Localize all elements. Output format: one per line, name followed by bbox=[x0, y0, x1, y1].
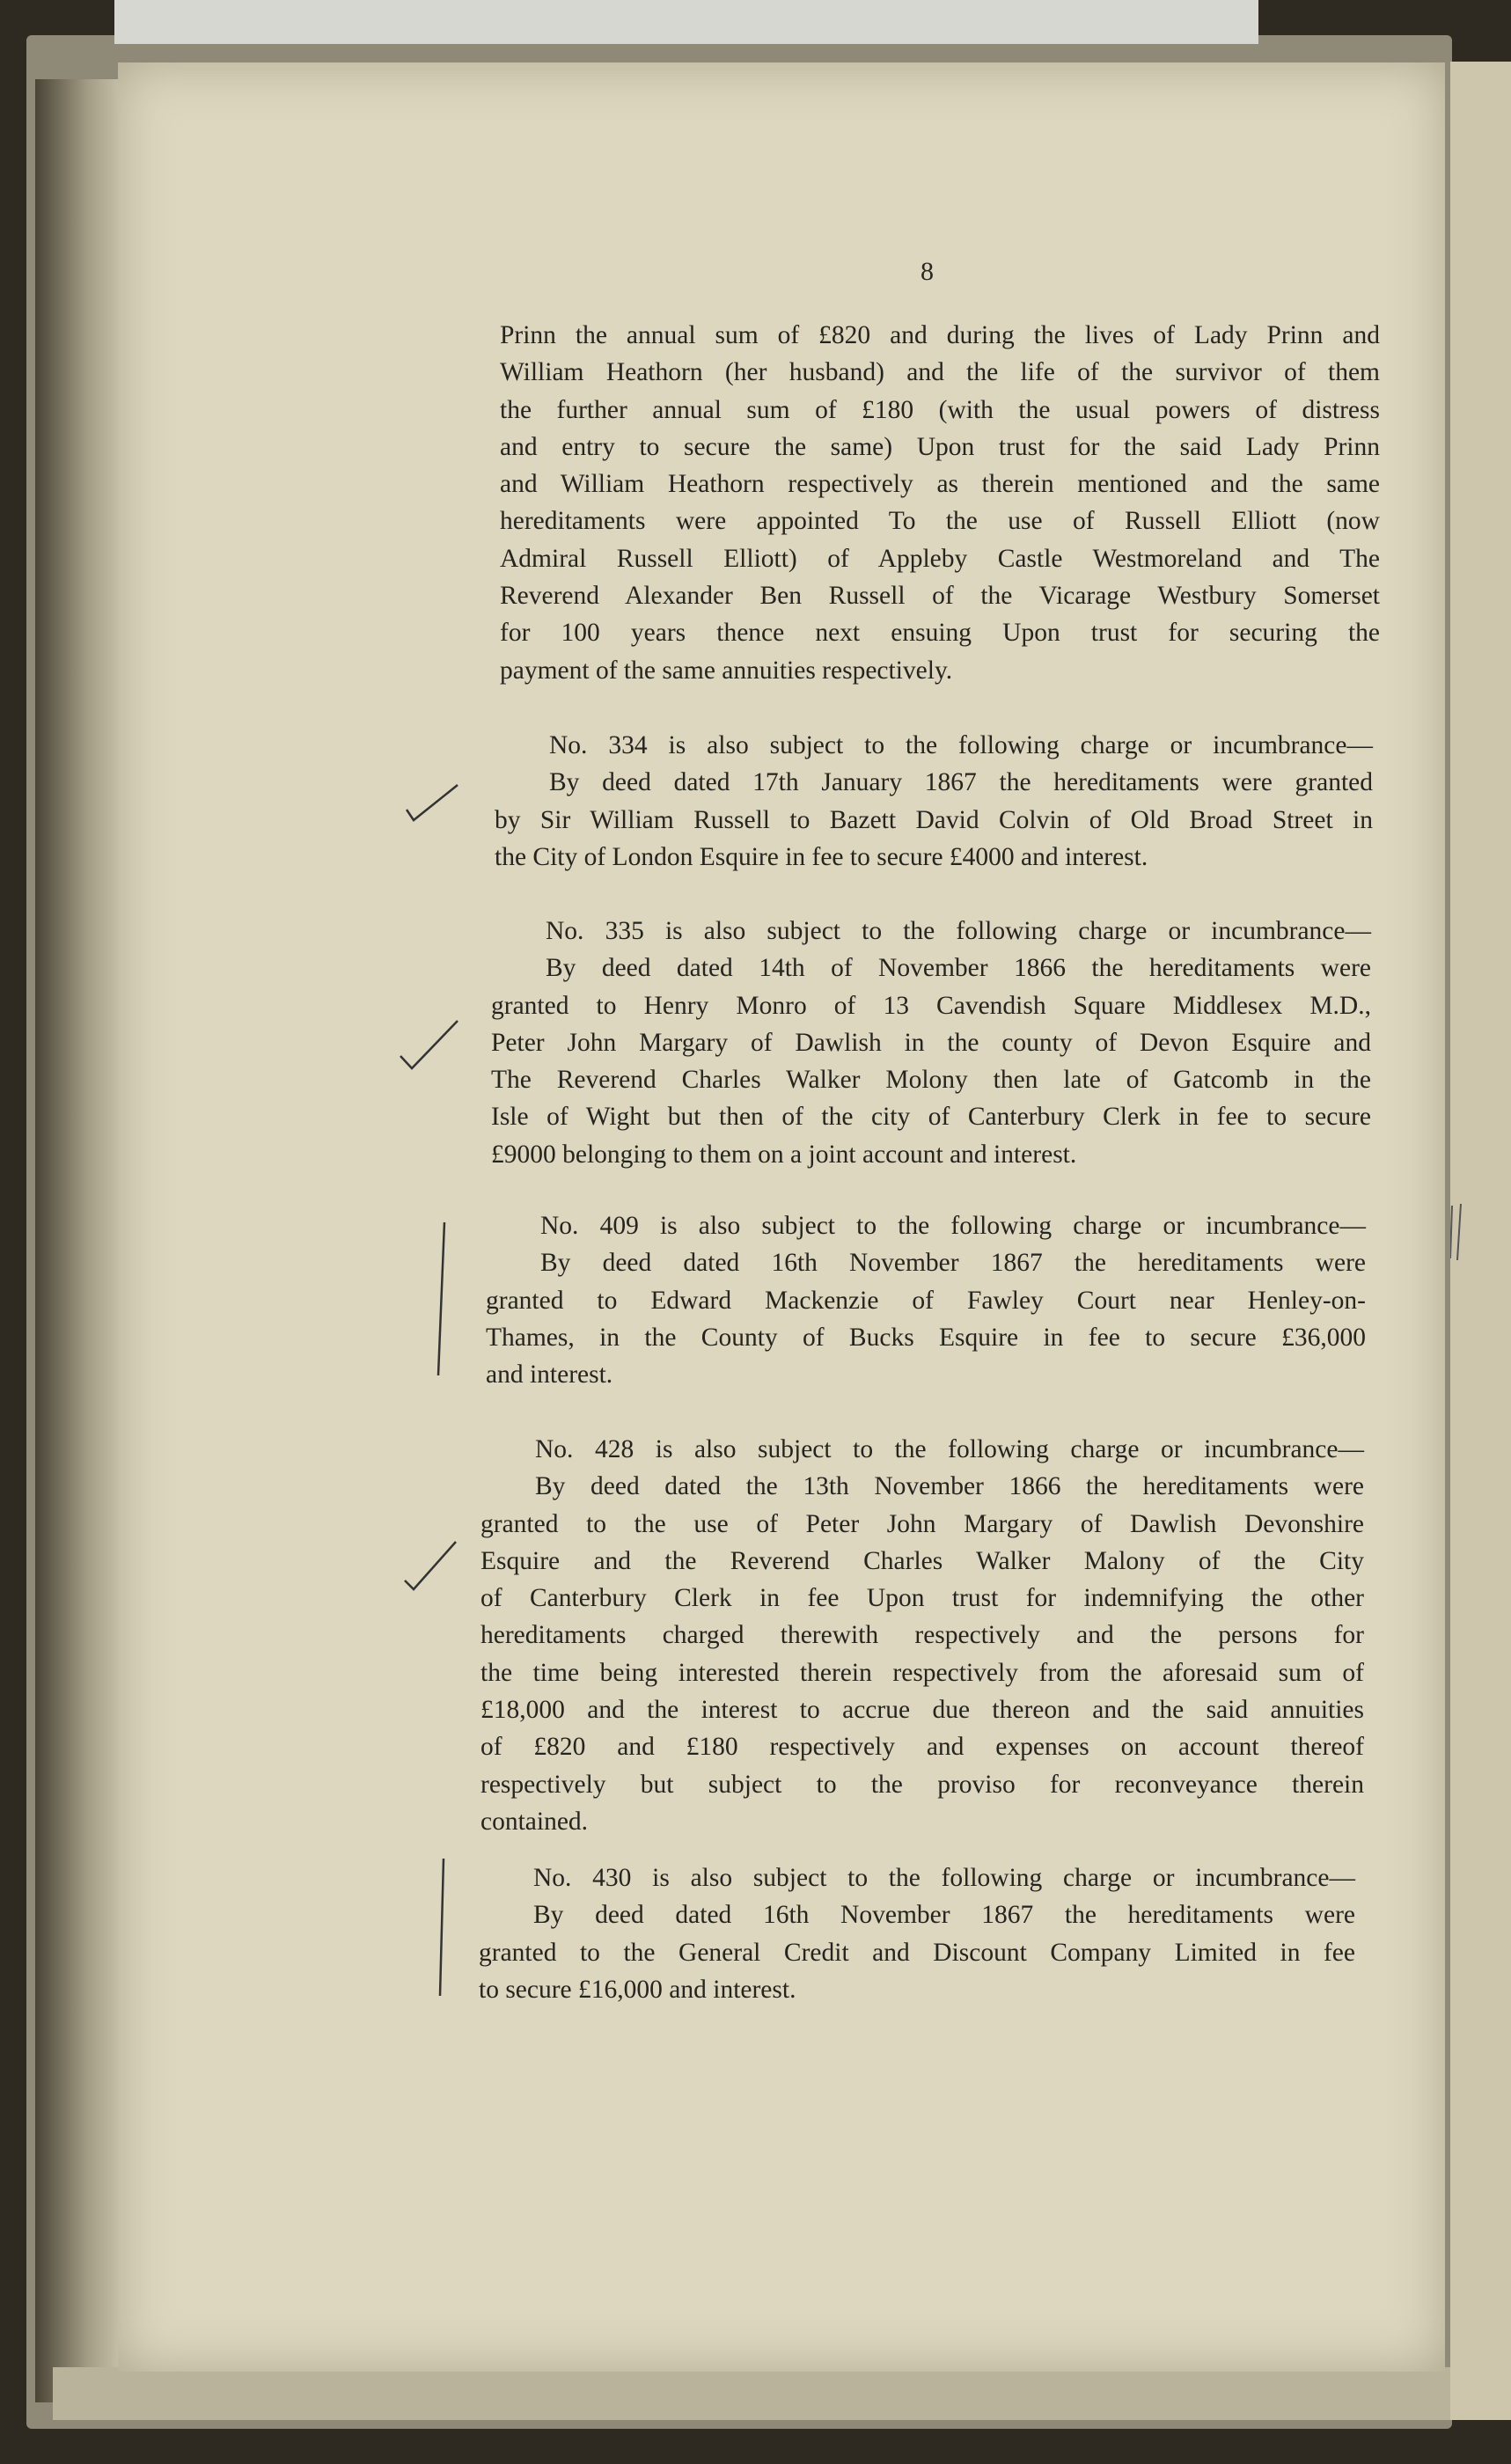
paragraph bbox=[500, 317, 1380, 689]
text-line: granted to the General Credit and Discount Company Limited in fee bbox=[479, 1938, 1355, 1967]
text-line: £18,000 and the interest to accrue due thereon and the said annuities bbox=[480, 1696, 1364, 1725]
text-line: By deed dated 17th January 1867 the hereditaments were granted bbox=[549, 768, 1373, 797]
text-line: contained. bbox=[480, 1807, 589, 1836]
paragraph bbox=[480, 1431, 1364, 1840]
text-line: By deed dated the 13th November 1866 the hereditaments were bbox=[535, 1472, 1364, 1501]
text-line: the further annual sum of £180 (with the usual powers of distress bbox=[500, 395, 1380, 424]
text-line: to secure £16,000 and interest. bbox=[479, 1975, 796, 2004]
text-line: the City of London Esquire in fee to secure £4000 and interest. bbox=[495, 842, 1148, 871]
text-line: hereditaments charged therewith respectively and the persons for bbox=[480, 1621, 1364, 1650]
text-line: No. 409 is also subject to the following charge or incumbrance— bbox=[540, 1212, 1366, 1240]
paragraph bbox=[479, 1859, 1355, 2008]
text-line: No. 428 is also subject to the following charge or incumbrance— bbox=[535, 1435, 1364, 1463]
text-line: Reverend Alexander Ben Russell of the Vicarage Westbury Somerset bbox=[500, 582, 1380, 611]
margin-line-icon bbox=[422, 1219, 458, 1382]
text-line: granted to Henry Monro of 13 Cavendish Square Middlesex M.D., bbox=[491, 991, 1371, 1020]
page-edges bbox=[35, 79, 123, 2402]
text-line: Thames, in the County of Bucks Esquire in fee to secure £36,000 bbox=[486, 1323, 1366, 1352]
adjacent-page bbox=[1450, 62, 1511, 2420]
text-line: and William Heathorn respectively as therein mentioned and the same bbox=[500, 470, 1380, 499]
text-line: granted to Edward Mackenzie of Fawley Court near Henley-on- bbox=[486, 1286, 1366, 1315]
text-line: No. 430 is also subject to the following charge or incumbrance— bbox=[533, 1864, 1355, 1892]
page-stack-bottom bbox=[53, 2367, 1452, 2420]
text-line: By deed dated 14th of November 1866 the hereditaments were bbox=[546, 954, 1371, 983]
text-line: Esquire and the Reverend Charles Walker Malony of the City bbox=[480, 1546, 1364, 1575]
text-line: by Sir William Russell to Bazett David Colvin of Old Broad Street in bbox=[495, 805, 1373, 834]
text-line: Prinn the annual sum of £820 and during the lives of Lady Prinn and bbox=[500, 321, 1380, 349]
checkmark-icon bbox=[387, 1012, 475, 1082]
text-line: No. 334 is also subject to the following charge or incumbrance— bbox=[549, 731, 1373, 759]
text-line: By deed dated 16th November 1867 the hereditaments were bbox=[540, 1249, 1366, 1278]
checkmark-icon bbox=[387, 774, 475, 827]
text-line: William Heathorn (her husband) and the life of the survivor of them bbox=[500, 358, 1380, 387]
text-line: respectively but subject to the proviso for reconveyance therein bbox=[480, 1770, 1364, 1799]
text-line: Admiral Russell Elliott) of Appleby Castle Westmoreland and The bbox=[500, 544, 1380, 573]
text-line: By deed dated 16th November 1867 the hereditaments were bbox=[533, 1901, 1355, 1930]
pencil-mark-icon bbox=[1450, 62, 1511, 2420]
text-line: Isle of Wight but then of the city of Canterbury Clerk in fee to secure bbox=[491, 1103, 1371, 1132]
text-line: the time being interested therein respectively from the aforesaid sum of bbox=[480, 1658, 1364, 1687]
text-line: and entry to secure the same) Upon trust for the said Lady Prinn bbox=[500, 432, 1380, 461]
text-line: The Reverend Charles Walker Molony then late of Gatcomb in the bbox=[491, 1066, 1371, 1095]
margin-line-icon bbox=[422, 1855, 458, 2000]
text-line: granted to the use of Peter John Margary of Dawlish Devonshire bbox=[480, 1509, 1364, 1538]
text-line: and interest. bbox=[486, 1360, 613, 1390]
top-paper-strip bbox=[114, 0, 1258, 44]
checkmark-icon bbox=[387, 1531, 475, 1602]
text-line: of Canterbury Clerk in fee Upon trust for indemnifying the other bbox=[480, 1584, 1364, 1613]
text-line: payment of the same annuities respectively. bbox=[500, 656, 953, 685]
page-number: 8 bbox=[921, 257, 934, 286]
text-line: of £820 and £180 respectively and expenses on account thereof bbox=[480, 1733, 1364, 1762]
text-line: for 100 years thence next ensuing Upon trust for securing the bbox=[500, 619, 1380, 648]
text-line: hereditaments were appointed To the use of Russell Elliott (now bbox=[500, 507, 1380, 536]
text-line: £9000 belonging to them on a joint account and interest. bbox=[491, 1140, 1077, 1169]
paragraph bbox=[486, 1207, 1366, 1393]
text-line: Peter John Margary of Dawlish in the county of Devon Esquire and bbox=[491, 1028, 1371, 1057]
paragraph bbox=[495, 727, 1373, 876]
paragraph bbox=[491, 913, 1371, 1173]
text-line: No. 335 is also subject to the following charge or incumbrance— bbox=[546, 917, 1371, 945]
